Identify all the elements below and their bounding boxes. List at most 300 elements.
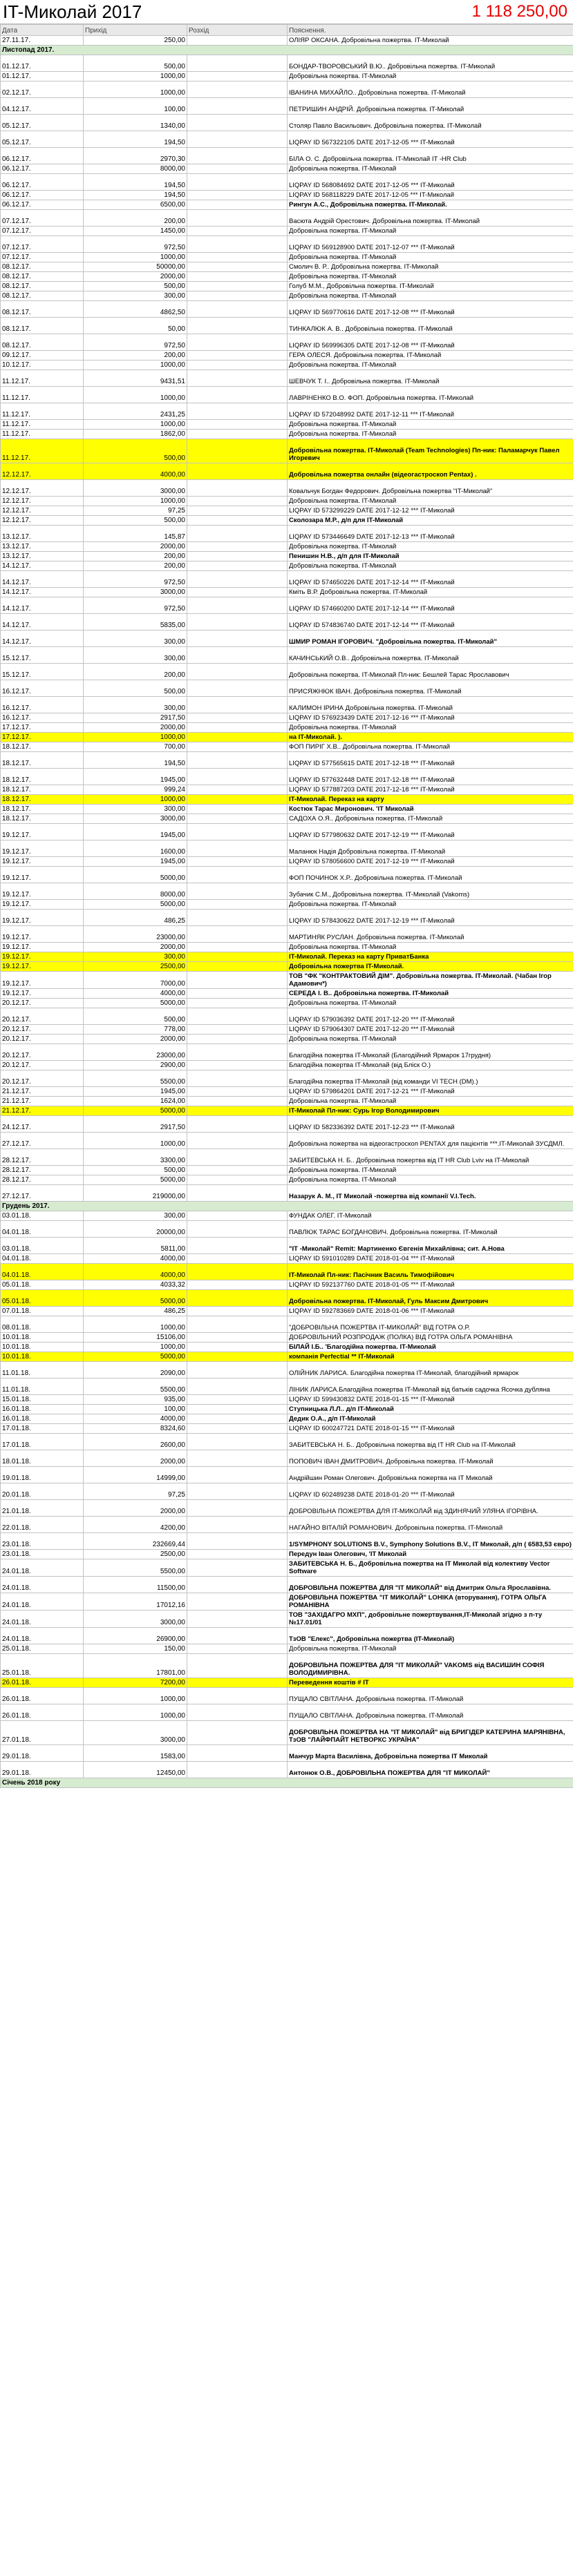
income-cell: 9431,51: [84, 370, 187, 387]
income-cell: 1000,00: [84, 1688, 187, 1704]
table-row: [1, 387, 573, 403]
table-row: [1, 463, 573, 480]
income-cell: 2900,00: [84, 1061, 187, 1070]
table-row: [1, 1405, 573, 1414]
expense-cell: [187, 542, 288, 552]
note-cell: ДОБРОВІЛЬНА ПОЖЕРТВА "IT МИКОЛАЙ" LOHIKA (вторування), ГОТРА ОЛЬГА РОМАНІВНА: [288, 1593, 573, 1611]
table-row: [1, 631, 573, 647]
note-cell: LIQPAY ID 600247721 DATE 2018-01-15 *** IT-Миколай: [288, 1424, 573, 1434]
income-cell: 300,00: [84, 631, 187, 647]
date-cell: 11.12.17.: [1, 370, 84, 387]
income-cell: 145,87: [84, 526, 187, 542]
income-cell: 200,00: [84, 561, 187, 571]
table-row: [1, 680, 573, 697]
date-cell: 06.12.17.: [1, 200, 84, 210]
note-cell: Ковальчук Богдан Федорович. Добровільна пожертва "IT-Миколай": [288, 480, 573, 497]
note-cell: ПАВЛЮК ТАРАС БОГДАНОВИЧ. Добровільна пожертва. IT-Миколай: [288, 1221, 573, 1238]
expense-cell: [187, 814, 288, 824]
date-cell: 04.01.18.: [1, 1264, 84, 1280]
note-cell: ФОП ПОЧИНОК Х.Р.. Добровільна пожертва. IT-Миколай: [288, 867, 573, 883]
note-cell: Передун Іван Олегович, 'IT Миколай: [288, 1550, 573, 1559]
note-cell: Добровільна пожертва на відеогастроскоп PENTAX для пацієнтів ***.IT-Миколай ЗУСДМЛ.: [288, 1133, 573, 1149]
expense-cell: [187, 926, 288, 943]
date-cell: 20.12.17.: [1, 1025, 84, 1035]
expense-cell: [187, 291, 288, 301]
income-cell: 232669,44: [84, 1533, 187, 1550]
expense-cell: [187, 1644, 288, 1654]
expense-cell: [187, 733, 288, 742]
income-cell: 300,00: [84, 805, 187, 814]
date-cell: 12.12.17.: [1, 480, 84, 497]
note-cell: Маланюк Надія Добровільна пожертва. IT-Миколай: [288, 840, 573, 857]
table-row: [1, 55, 573, 72]
note-cell: ІВАНИНА МИХАЙЛО.. Добровільна пожертва. IT-Миколай: [288, 81, 573, 98]
note-cell: ЗАБИТЕВСЬКА Н. Б.. Добровільна пожертва від IT HR Club Lviv на IT-Миколай: [288, 1149, 573, 1166]
expense-cell: [187, 1221, 288, 1238]
expense-cell: [187, 742, 288, 752]
expense-cell: [187, 857, 288, 867]
table-row: [1, 952, 573, 962]
income-cell: 1000,00: [84, 1133, 187, 1149]
table-row: [1, 1678, 573, 1688]
income-cell: 4000,00: [84, 1254, 187, 1264]
expense-cell: [187, 1097, 288, 1106]
note-cell: IT-Миколай. Переказ на карту: [288, 795, 573, 805]
table-row: [1, 439, 573, 463]
expense-cell: [187, 795, 288, 805]
income-cell: 20000,00: [84, 1221, 187, 1238]
income-cell: 194,50: [84, 131, 187, 148]
income-cell: 26900,00: [84, 1628, 187, 1644]
note-cell: Сколозара М.Р., д/п для IT-Миколай: [288, 516, 573, 526]
note-cell: Пенишин Н.В., д/п для IT-Миколай: [288, 552, 573, 561]
note-cell: LIQPAY ID 569770616 DATE 2017-12-08 *** IT-Миколай: [288, 301, 573, 318]
expense-cell: [187, 334, 288, 351]
note-cell: Дедик О.А., д/п IT-Миколай: [288, 1414, 573, 1424]
income-cell: 1945,00: [84, 824, 187, 840]
date-cell: 24.12.17.: [1, 1116, 84, 1133]
table-row: [1, 227, 573, 236]
income-cell: 1000,00: [84, 1343, 187, 1352]
date-cell: 19.12.17.: [1, 952, 84, 962]
table-row: [1, 1745, 573, 1762]
ledger-body: [1, 25, 573, 1788]
expense-cell: [187, 526, 288, 542]
expense-cell: [187, 1044, 288, 1061]
note-cell: БОНДАР-ТВОРОВСЬКИЙ В.Ю.. Добровільна пожертва. IT-Миколай: [288, 55, 573, 72]
expense-cell: [187, 900, 288, 910]
note-cell: БІЛАЙ І.Б.. 'Благодійна пожертва. IT-Миколай: [288, 1343, 573, 1352]
note-cell: Благодійна пожертва IT-Миколай (від команди VI TECH (DM).): [288, 1070, 573, 1087]
date-cell: 19.12.17.: [1, 962, 84, 972]
note-cell: LIQPAY ID 602489238 DATE 2018-01-20 *** IT-Миколай: [288, 1483, 573, 1500]
table-row: [1, 253, 573, 262]
expense-cell: [187, 1434, 288, 1450]
income-cell: 972,50: [84, 571, 187, 588]
table-row: [1, 1061, 573, 1070]
income-cell: 5500,00: [84, 1070, 187, 1087]
note-cell: Добровільна пожертва. IT-Миколай: [288, 420, 573, 430]
expense-cell: [187, 588, 288, 597]
table-row: [1, 1593, 573, 1611]
income-cell: 1000,00: [84, 387, 187, 403]
expense-cell: [187, 361, 288, 370]
table-row: [1, 282, 573, 291]
table-row: [1, 1221, 573, 1238]
date-cell: 24.01.18.: [1, 1593, 84, 1611]
table-row: [1, 943, 573, 952]
note-cell: ФОП ПИРІГ Х.В.. Добровільна пожертва. IT-Миколай: [288, 742, 573, 752]
expense-cell: [187, 506, 288, 516]
expense-cell: [187, 1133, 288, 1149]
date-cell: 29.01.18.: [1, 1745, 84, 1762]
table-row: [1, 1517, 573, 1533]
expense-cell: [187, 174, 288, 191]
income-cell: 5000,00: [84, 900, 187, 910]
date-cell: 24.01.18.: [1, 1628, 84, 1644]
table-row: [1, 1533, 573, 1550]
table-row: [1, 805, 573, 814]
table-row: [1, 1264, 573, 1280]
table-row: [1, 115, 573, 131]
expense-cell: [187, 1087, 288, 1097]
date-cell: 19.12.17.: [1, 857, 84, 867]
expense-cell: [187, 403, 288, 420]
income-cell: 1000,00: [84, 420, 187, 430]
expense-cell: [187, 1290, 288, 1307]
table-row: [1, 795, 573, 805]
date-cell: 14.12.17.: [1, 571, 84, 588]
note-cell: Кміть В.Р. Добровільна пожертва. IT-Миколай: [288, 588, 573, 597]
income-cell: 1000,00: [84, 1316, 187, 1333]
income-cell: 2090,00: [84, 1362, 187, 1378]
note-cell: LIQPAY ID 577632448 DATE 2017-12-18 *** IT-Миколай: [288, 769, 573, 785]
income-cell: 999,24: [84, 785, 187, 795]
date-cell: 19.12.17.: [1, 840, 84, 857]
income-cell: 486,25: [84, 1307, 187, 1316]
note-cell: Добровільна пожертва. IT-Миколай: [288, 943, 573, 952]
income-cell: 300,00: [84, 952, 187, 962]
expense-cell: [187, 999, 288, 1008]
note-cell: Добровільна пожертва. IT-Миколай: [288, 1175, 573, 1185]
date-cell: 17.01.18.: [1, 1424, 84, 1434]
expense-cell: [187, 420, 288, 430]
expense-cell: [187, 1628, 288, 1644]
date-cell: 08.12.17.: [1, 301, 84, 318]
table-row: [1, 1211, 573, 1221]
date-cell: 18.12.17.: [1, 769, 84, 785]
expense-cell: [187, 1762, 288, 1778]
expense-cell: [187, 1149, 288, 1166]
income-cell: 2000,00: [84, 723, 187, 733]
table-row: [1, 1343, 573, 1352]
table-row: [1, 769, 573, 785]
expense-cell: [187, 55, 288, 72]
income-cell: 300,00: [84, 647, 187, 664]
income-cell: 4033,32: [84, 1280, 187, 1290]
expense-cell: [187, 191, 288, 200]
expense-cell: [187, 713, 288, 723]
expense-cell: [187, 463, 288, 480]
expense-cell: [187, 680, 288, 697]
table-row: [1, 1070, 573, 1087]
income-cell: 2500,00: [84, 962, 187, 972]
income-cell: 5811,00: [84, 1238, 187, 1254]
expense-cell: [187, 664, 288, 680]
date-cell: 11.12.17.: [1, 439, 84, 463]
income-cell: 200,00: [84, 664, 187, 680]
expense-cell: [187, 1704, 288, 1721]
income-cell: 2000,00: [84, 1035, 187, 1044]
date-cell: 08.12.17.: [1, 318, 84, 334]
note-cell: IT-Миколай. Переказ на карту ПриватБанка: [288, 952, 573, 962]
expense-cell: [187, 752, 288, 769]
note-cell: МАРТИНЯК РУСЛАН. Добровільна пожертва. IT-Миколай: [288, 926, 573, 943]
note-cell: КАЛИМОН ІРИНА Добровільна пожертва. IT-Миколай: [288, 697, 573, 713]
income-cell: 23000,00: [84, 1044, 187, 1061]
table-row: [1, 1434, 573, 1450]
income-cell: 1450,00: [84, 227, 187, 236]
expense-cell: [187, 1185, 288, 1202]
note-cell: Добровільна пожертва. IT-Миколай, Гуль Максим Дмитрович: [288, 1290, 573, 1307]
date-cell: 14.12.17.: [1, 614, 84, 631]
date-cell: 08.12.17.: [1, 334, 84, 351]
note-cell: LIQPAY ID 568118229 DATE 2017-12-05 *** IT-Миколай: [288, 191, 573, 200]
expense-cell: [187, 318, 288, 334]
note-cell: LIQPAY ID 574650226 DATE 2017-12-14 *** IT-Миколай: [288, 571, 573, 588]
income-cell: 2500,00: [84, 1550, 187, 1559]
income-cell: 300,00: [84, 697, 187, 713]
table-row: [1, 664, 573, 680]
date-cell: 06.12.17.: [1, 148, 84, 164]
expense-cell: [187, 723, 288, 733]
note-cell: компанія Perfectial ** IT-Миколай: [288, 1352, 573, 1362]
note-cell: Рингун А.С., Добровільна пожертва. IT-Миколай.: [288, 200, 573, 210]
month-label: Січень 2018 року: [1, 1778, 573, 1788]
date-cell: 25.01.18.: [1, 1644, 84, 1654]
date-cell: 26.01.18.: [1, 1688, 84, 1704]
income-cell: 1000,00: [84, 81, 187, 98]
income-cell: 1000,00: [84, 253, 187, 262]
month-summary-row: [1, 46, 573, 55]
note-cell: "ДОБРОВІЛЬНА ПОЖЕРТВА IT-МИКОЛАЙ" ВІД ГОТРА О.Р.: [288, 1316, 573, 1333]
income-cell: 3000,00: [84, 480, 187, 497]
date-cell: 17.12.17.: [1, 723, 84, 733]
expense-cell: [187, 1405, 288, 1414]
table-row: [1, 318, 573, 334]
table-row: [1, 814, 573, 824]
note-cell: Добровільна пожертва. IT-Миколай: [288, 361, 573, 370]
table-row: [1, 506, 573, 516]
note-cell: "IT -Миколай" Remit: Мартиненко Євгенія Михайлівна; сит. А.Нова: [288, 1238, 573, 1254]
table-row: [1, 272, 573, 282]
date-cell: 24.01.18.: [1, 1577, 84, 1593]
note-cell: Добровільна пожертва. IT-Миколай: [288, 291, 573, 301]
note-cell: Андрійшин Роман Олегович. Добровільна пожертва на ІТ Миколай: [288, 1467, 573, 1483]
note-cell: Добровільна пожертва. IT-Миколай Пл-ник: Бешлей Тарас Ярославович: [288, 664, 573, 680]
table-row: [1, 1467, 573, 1483]
expense-cell: [187, 824, 288, 840]
date-cell: 25.01.18.: [1, 1654, 84, 1678]
date-cell: 28.12.17.: [1, 1166, 84, 1175]
note-cell: LIQPAY ID 572048992 DATE 2017-12-11 *** IT-Миколай: [288, 403, 573, 420]
expense-cell: [187, 631, 288, 647]
col-header-income: Прихід: [84, 25, 187, 36]
income-cell: 2000,00: [84, 1500, 187, 1517]
table-row: [1, 1450, 573, 1467]
income-cell: 972,50: [84, 597, 187, 614]
date-cell: 27.12.17.: [1, 1185, 84, 1202]
date-cell: 13.12.17.: [1, 552, 84, 561]
expense-cell: [187, 1166, 288, 1175]
expense-cell: [187, 516, 288, 526]
note-cell: ДОБРОВІЛЬНИЙ РОЗПРОДАЖ (ПОЛКА) ВІД ГОТРА ОЛЬГА РОМАНІВНА: [288, 1333, 573, 1343]
table-row: [1, 516, 573, 526]
note-cell: ДОБРОВІЛЬНА ПОЖЕРТВА ДЛЯ "IT МИКОЛАЙ" від Дмитрик Ольга Ярославівна.: [288, 1577, 573, 1593]
date-cell: 27.01.18.: [1, 1721, 84, 1745]
table-row: [1, 1550, 573, 1559]
note-cell: ДОБРОВІЛЬНА ПОЖЕРТВА ДЛЯ "IT МИКОЛАЙ" VAKOMS від ВАСИШИН СОФІЯ ВОЛОДИМИРІВНА.: [288, 1654, 573, 1678]
expense-cell: [187, 370, 288, 387]
income-cell: 150,00: [84, 1644, 187, 1654]
date-cell: 18.12.17.: [1, 785, 84, 795]
date-cell: 26.01.18.: [1, 1704, 84, 1721]
date-cell: 20.12.17.: [1, 999, 84, 1008]
table-row: [1, 910, 573, 926]
date-cell: 08.12.17.: [1, 282, 84, 291]
expense-cell: [187, 1061, 288, 1070]
income-cell: 500,00: [84, 1008, 187, 1025]
note-cell: Манчур Марта Василівна, Добровільна пожертва IT Миколай: [288, 1745, 573, 1762]
date-cell: 05.12.17.: [1, 115, 84, 131]
date-cell: 15.01.18.: [1, 1395, 84, 1405]
note-cell: Добровільна пожертва. IT-Миколай: [288, 72, 573, 81]
income-cell: 1583,00: [84, 1745, 187, 1762]
income-cell: 5000,00: [84, 999, 187, 1008]
table-row: [1, 647, 573, 664]
table-row: [1, 867, 573, 883]
page-title: IT-Миколай 2017: [3, 1, 142, 22]
table-row: [1, 1025, 573, 1035]
note-cell: на IT-Миколай. ).: [288, 733, 573, 742]
note-cell: ТзОВ "Елекс", Добровільна пожертва (IT-Миколай): [288, 1628, 573, 1644]
ledger-table: [0, 24, 573, 1788]
table-row: [1, 752, 573, 769]
date-cell: 12.12.17.: [1, 506, 84, 516]
date-cell: 02.12.17.: [1, 81, 84, 98]
note-cell: ЗАБИТЕВСЬКА Н. Б.. Добровільна пожертва від IT HR Club на IT-Миколай: [288, 1434, 573, 1450]
income-cell: 8324,60: [84, 1424, 187, 1434]
table-row: [1, 131, 573, 148]
table-row: [1, 1238, 573, 1254]
note-cell: ПУЩАЛО СВІТЛАНА. Добровільна пожертва. IT-Миколай: [288, 1688, 573, 1704]
income-cell: 100,00: [84, 98, 187, 115]
date-cell: 12.12.17.: [1, 516, 84, 526]
table-row: [1, 597, 573, 614]
date-cell: 28.12.17.: [1, 1175, 84, 1185]
note-cell: ТОВ "ЗАХІДАГРО МХП", добровільне пожертвування,IT-Миколай згідно з п-ту №17.01/01: [288, 1611, 573, 1628]
table-row: [1, 1044, 573, 1061]
expense-cell: [187, 1500, 288, 1517]
expense-cell: [187, 867, 288, 883]
date-cell: 24.01.18.: [1, 1611, 84, 1628]
expense-cell: [187, 962, 288, 972]
income-cell: 4000,00: [84, 1264, 187, 1280]
table-row: [1, 1628, 573, 1644]
note-cell: Благодійна пожертва IT-Миколай (від Бліск О.): [288, 1061, 573, 1070]
table-row: [1, 552, 573, 561]
expense-cell: [187, 1559, 288, 1577]
date-cell: 20.12.17.: [1, 1044, 84, 1061]
income-cell: 4000,00: [84, 989, 187, 999]
table-row: [1, 989, 573, 999]
note-cell: LIQPAY ID 577887203 DATE 2017-12-18 *** IT-Миколай: [288, 785, 573, 795]
table-row: [1, 148, 573, 164]
date-cell: 27.12.17.: [1, 1133, 84, 1149]
date-cell: 06.12.17.: [1, 191, 84, 200]
note-cell: ФУНДАК ОЛЕГ. IT-Миколай: [288, 1211, 573, 1221]
note-cell: Переведення коштів # IT: [288, 1678, 573, 1688]
expense-cell: [187, 1211, 288, 1221]
date-cell: 19.12.17.: [1, 972, 84, 989]
date-cell: 19.12.17.: [1, 989, 84, 999]
table-row: [1, 1149, 573, 1166]
table-row: [1, 1362, 573, 1378]
note-cell: Столяр Павло Васильович. Добровільна пожертва. IT-Миколай: [288, 115, 573, 131]
table-row: [1, 1035, 573, 1044]
income-cell: 200,00: [84, 351, 187, 361]
income-cell: 8000,00: [84, 883, 187, 900]
date-cell: 26.01.18.: [1, 1678, 84, 1688]
income-cell: 300,00: [84, 291, 187, 301]
income-cell: 5000,00: [84, 867, 187, 883]
expense-cell: [187, 1517, 288, 1533]
date-cell: 20.12.17.: [1, 1070, 84, 1087]
date-cell: 07.12.17.: [1, 236, 84, 253]
date-cell: 11.12.17.: [1, 430, 84, 439]
date-cell: 19.12.17.: [1, 910, 84, 926]
expense-cell: [187, 1395, 288, 1405]
expense-cell: [187, 1688, 288, 1704]
note-cell: Добровільна пожертва. IT-Миколай: [288, 999, 573, 1008]
date-cell: 22.01.18.: [1, 1517, 84, 1533]
expense-cell: [187, 1175, 288, 1185]
date-cell: 10.01.18.: [1, 1352, 84, 1362]
income-cell: 2431,25: [84, 403, 187, 420]
income-cell: 23000,00: [84, 926, 187, 943]
note-cell: LIQPAY ID 577980632 DATE 2017-12-19 *** IT-Миколай: [288, 824, 573, 840]
note-cell: Добровільна пожертва. IT-Миколай: [288, 497, 573, 506]
table-row: [1, 1762, 573, 1778]
income-cell: 2000,00: [84, 1450, 187, 1467]
expense-cell: [187, 200, 288, 210]
income-cell: 3000,00: [84, 588, 187, 597]
date-cell: 13.12.17.: [1, 526, 84, 542]
expense-cell: [187, 552, 288, 561]
date-cell: 15.12.17.: [1, 647, 84, 664]
table-row: [1, 1577, 573, 1593]
date-cell: 27.11.17.: [1, 36, 84, 46]
month-summary-row: [1, 1202, 573, 1211]
note-cell: Добровільна пожертва. IT-Миколай: [288, 430, 573, 439]
expense-cell: [187, 282, 288, 291]
table-row: [1, 1395, 573, 1405]
table-row: [1, 200, 573, 210]
table-row: [1, 361, 573, 370]
table-row: [1, 1106, 573, 1116]
table-row: [1, 824, 573, 840]
note-cell: IT-Миколай Пл-ник: Сурь Ігор Володимирович: [288, 1106, 573, 1116]
